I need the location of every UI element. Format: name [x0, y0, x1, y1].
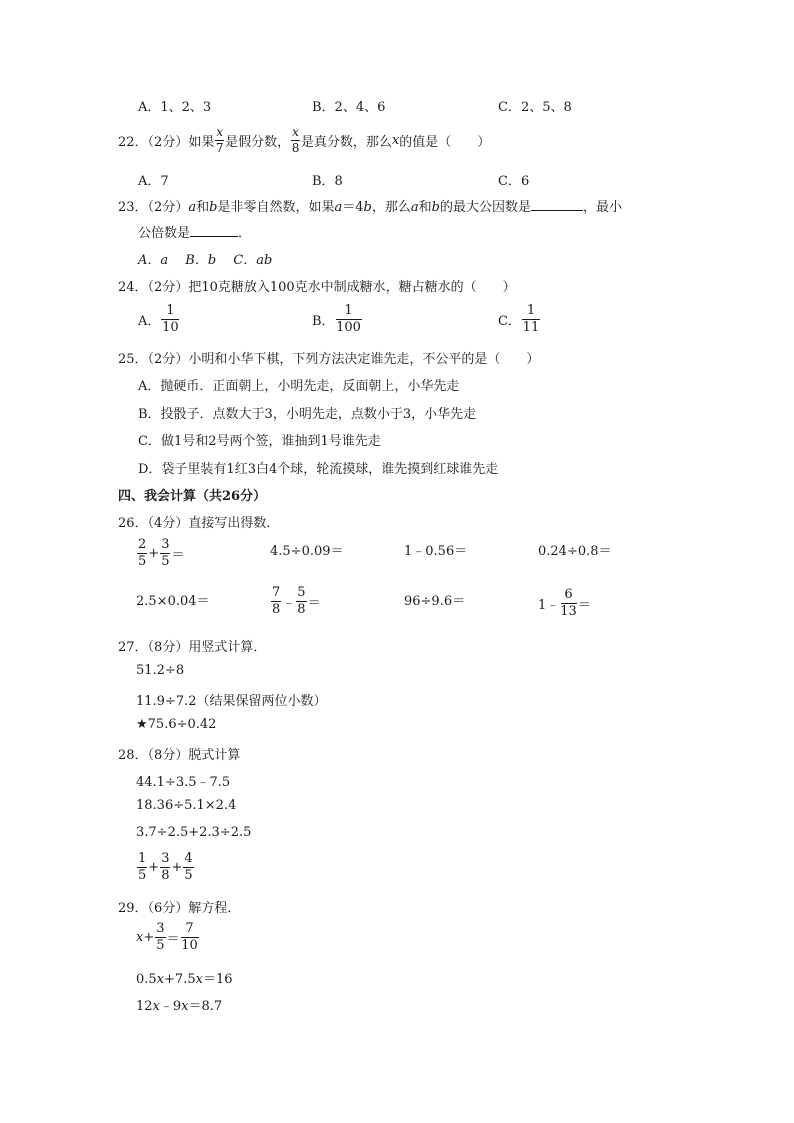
q26-e8-n: 6 — [561, 588, 577, 604]
q26-expr-7: 96÷9.6＝ — [404, 594, 466, 609]
q26-e6-fraction-1 — [271, 586, 281, 616]
q28-f-n1: 1 — [138, 851, 147, 866]
q24-a-num: 1 — [161, 304, 179, 320]
q22-option-a: A．7 — [138, 174, 169, 189]
q26-expr-2: 4.5÷0.09＝ — [270, 544, 344, 559]
section-heading: 四、我会计算（共26分） — [118, 489, 267, 504]
q29-e1-x: x — [136, 929, 144, 945]
q24-b-fraction — [336, 304, 362, 334]
q29-e2-x: x — [195, 972, 203, 987]
q24-a-fraction — [161, 304, 179, 334]
q23-stem — [118, 196, 622, 215]
q28-f-d3: 5 — [184, 867, 193, 883]
q22-tail-a: 是真分数，那么 — [300, 134, 392, 150]
q23-text: 和 — [196, 200, 210, 215]
q22-tail-b: 的值是（ ） — [399, 134, 491, 150]
q22-fraction-1 — [215, 126, 224, 154]
q26-expr-8 — [538, 588, 591, 618]
q28-line-3: 3.7÷2.5+2.3÷2.5 — [136, 825, 252, 840]
q29-e3-x: x — [181, 999, 189, 1014]
q26-expr-4: 0.24÷0.8＝ — [538, 544, 612, 559]
q22-f1-num: x — [216, 125, 224, 139]
q28-f-d2: 8 — [161, 867, 170, 883]
q26-e1-n1: 2 — [138, 537, 147, 552]
q26-e1-fraction-1 — [137, 538, 147, 568]
q23-text: ，那么 — [371, 200, 411, 215]
q21-option-b: B．2、4、6 — [312, 100, 386, 115]
q23-var-b: b — [363, 200, 372, 215]
q29-equation-1 — [136, 922, 200, 952]
q29-stem: 29．（6分）解方程． — [118, 901, 241, 916]
q22-option-c: C．6 — [498, 174, 530, 189]
q26-e1-op: + — [148, 545, 160, 561]
q21-option-a: A．1、2、3 — [138, 100, 212, 115]
q22-option-b: B．8 — [312, 174, 343, 189]
q24-stem: 24．（2分）把10克糖放入100克水中制成糖水，糖占糖水的（ ） — [118, 280, 516, 295]
q28-f-d1: 5 — [138, 867, 147, 883]
q25-option-c: C．做1号和2号两个签，谁抽到1号谁先走 — [138, 434, 381, 449]
q22-f1-den: 7 — [215, 140, 224, 155]
q29-e1-n2: 7 — [181, 922, 199, 938]
q29-e1-n1: 3 — [156, 921, 165, 936]
q29-e2-part: 0.5 — [136, 972, 157, 987]
q24-c-num: 1 — [522, 304, 540, 320]
q29-e1-d1: 5 — [156, 937, 165, 953]
q26-e6-d2: 8 — [297, 601, 306, 617]
q28-line-1: 44.1÷3.5﹣7.5 — [136, 775, 231, 790]
q22-stem — [118, 126, 490, 154]
q22-number: 22．（2分）如果 — [118, 134, 215, 150]
q26-e8-d: 13 — [560, 603, 577, 619]
q28-stem: 28．（8分）脱式计算 — [118, 748, 241, 763]
q27-line-1: 51.2÷8 — [136, 663, 185, 678]
q23-number: 23．（2分） — [118, 200, 189, 215]
q26-expr-5: 2.5×0.04＝ — [136, 594, 210, 609]
q27-line-3: ★75.6÷0.42 — [136, 717, 217, 732]
q28-op: + — [171, 859, 183, 875]
q23-line2 — [138, 222, 251, 241]
q29-e2-part: +7.5 — [164, 972, 196, 987]
q26-expr-3: 1﹣0.56＝ — [404, 544, 468, 559]
q23-options: A．a B．b C．ab — [138, 253, 273, 268]
q24-a-den: 10 — [162, 319, 179, 335]
q29-e2-part: ＝16 — [202, 972, 233, 987]
q28-op: + — [148, 859, 160, 875]
q28-line-2: 18.36÷5.1×2.4 — [136, 798, 237, 813]
q26-e8-pre: 1﹣ — [538, 597, 560, 613]
q29-e1-d2: 10 — [181, 937, 198, 953]
q26-e1-n2: 3 — [161, 537, 170, 552]
q24-b-den: 100 — [336, 319, 361, 335]
q27-stem: 27．（8分）用竖式计算． — [118, 640, 267, 655]
q24-b-label: B． — [312, 313, 335, 329]
q29-e3-part: 12 — [136, 999, 153, 1014]
q22-fraction-2 — [291, 126, 300, 154]
q24-option-b — [312, 304, 363, 334]
q22-f2-num: x — [292, 125, 299, 139]
q23-var-b: b — [209, 200, 218, 215]
q24-a-label: A． — [138, 313, 161, 329]
q28-fraction-1 — [137, 852, 147, 882]
q23-text: ＝4 — [342, 200, 364, 215]
q24-option-c — [498, 304, 541, 334]
q23-var-a: a — [188, 200, 197, 215]
q29-equation-3 — [136, 995, 222, 1014]
q26-e6-d1: 8 — [272, 601, 281, 617]
q26-e8-eq: ＝ — [577, 597, 591, 613]
q25-option-a: A．抛硬币．正面朝上，小明先走，反面朝上，小华先走 — [138, 379, 460, 394]
q23-var-a: a — [334, 200, 343, 215]
q26-e6-op: ﹣ — [282, 595, 296, 611]
q25-option-d: D．袋子里装有1红3白4个球，轮流摸球，谁先摸到红球谁先走 — [138, 462, 499, 477]
q28-line-4 — [136, 852, 195, 882]
q29-e1-fraction-2 — [181, 922, 199, 952]
q26-expr-6 — [270, 586, 321, 616]
q22-f2-den: 8 — [291, 140, 300, 155]
q26-e1-fraction-2 — [160, 538, 170, 568]
q29-e3-part: ﹣9 — [159, 999, 182, 1014]
q24-option-a — [138, 304, 180, 334]
q23-text: 的最大公因数是 — [439, 200, 531, 215]
q26-expr-1 — [136, 538, 184, 568]
q23-answer-blank-2[interactable] — [190, 224, 238, 237]
q22-var: x — [391, 132, 400, 148]
q26-e1-d1: 5 — [138, 553, 147, 569]
q29-e3-part: ＝8.7 — [188, 999, 223, 1014]
q24-c-label: C． — [498, 313, 521, 329]
q23-text: 是非零自然数，如果 — [217, 200, 335, 215]
q26-e1-eq: ＝ — [171, 547, 185, 563]
q28-fraction-2 — [160, 852, 170, 882]
q23-text: ，最小 — [582, 200, 622, 215]
q28-fraction-3 — [183, 852, 193, 882]
q26-e6-eq: ＝ — [307, 595, 321, 611]
q29-e2-x: x — [156, 972, 165, 987]
q23-text: ． — [238, 226, 252, 241]
q23-text: 公倍数是 — [138, 226, 191, 241]
q28-f-n2: 3 — [161, 851, 170, 866]
q26-stem: 26．（4分）直接写出得数． — [118, 516, 280, 531]
q25-stem: 25．（2分）小明和小华下棋，下列方法决定谁先走，不公平的是（ ） — [118, 352, 540, 367]
q23-answer-blank-1[interactable] — [531, 198, 583, 211]
q26-e6-fraction-2 — [296, 586, 306, 616]
q26-e8-fraction — [560, 588, 577, 618]
q24-b-num: 1 — [336, 304, 362, 320]
q27-line-2: 11.9÷7.2（结果保留两位小数） — [136, 694, 327, 709]
q22-mid: 是假分数， — [225, 134, 291, 150]
q29-e1-fraction-1 — [155, 922, 165, 952]
q29-e1-eq: ＝ — [166, 931, 180, 947]
q26-e6-n1: 7 — [272, 585, 281, 600]
q21-option-c: C．2、5、8 — [498, 100, 572, 115]
q24-c-den: 11 — [522, 319, 540, 335]
q26-e1-d2: 5 — [161, 553, 170, 569]
q29-equation-2 — [136, 968, 233, 987]
q26-e6-n2: 5 — [297, 585, 306, 600]
q28-f-n3: 4 — [184, 851, 193, 866]
q29-e1-op: + — [143, 929, 155, 945]
q29-e3-x: x — [152, 999, 160, 1014]
q23-var-a: a — [410, 200, 419, 215]
q23-text: 和 — [418, 200, 432, 215]
q23-var-b: b — [431, 200, 440, 215]
q25-option-b: B．投骰子．点数大于3，小明先走，点数小于3，小华先走 — [138, 407, 477, 422]
q24-c-fraction — [522, 304, 540, 334]
